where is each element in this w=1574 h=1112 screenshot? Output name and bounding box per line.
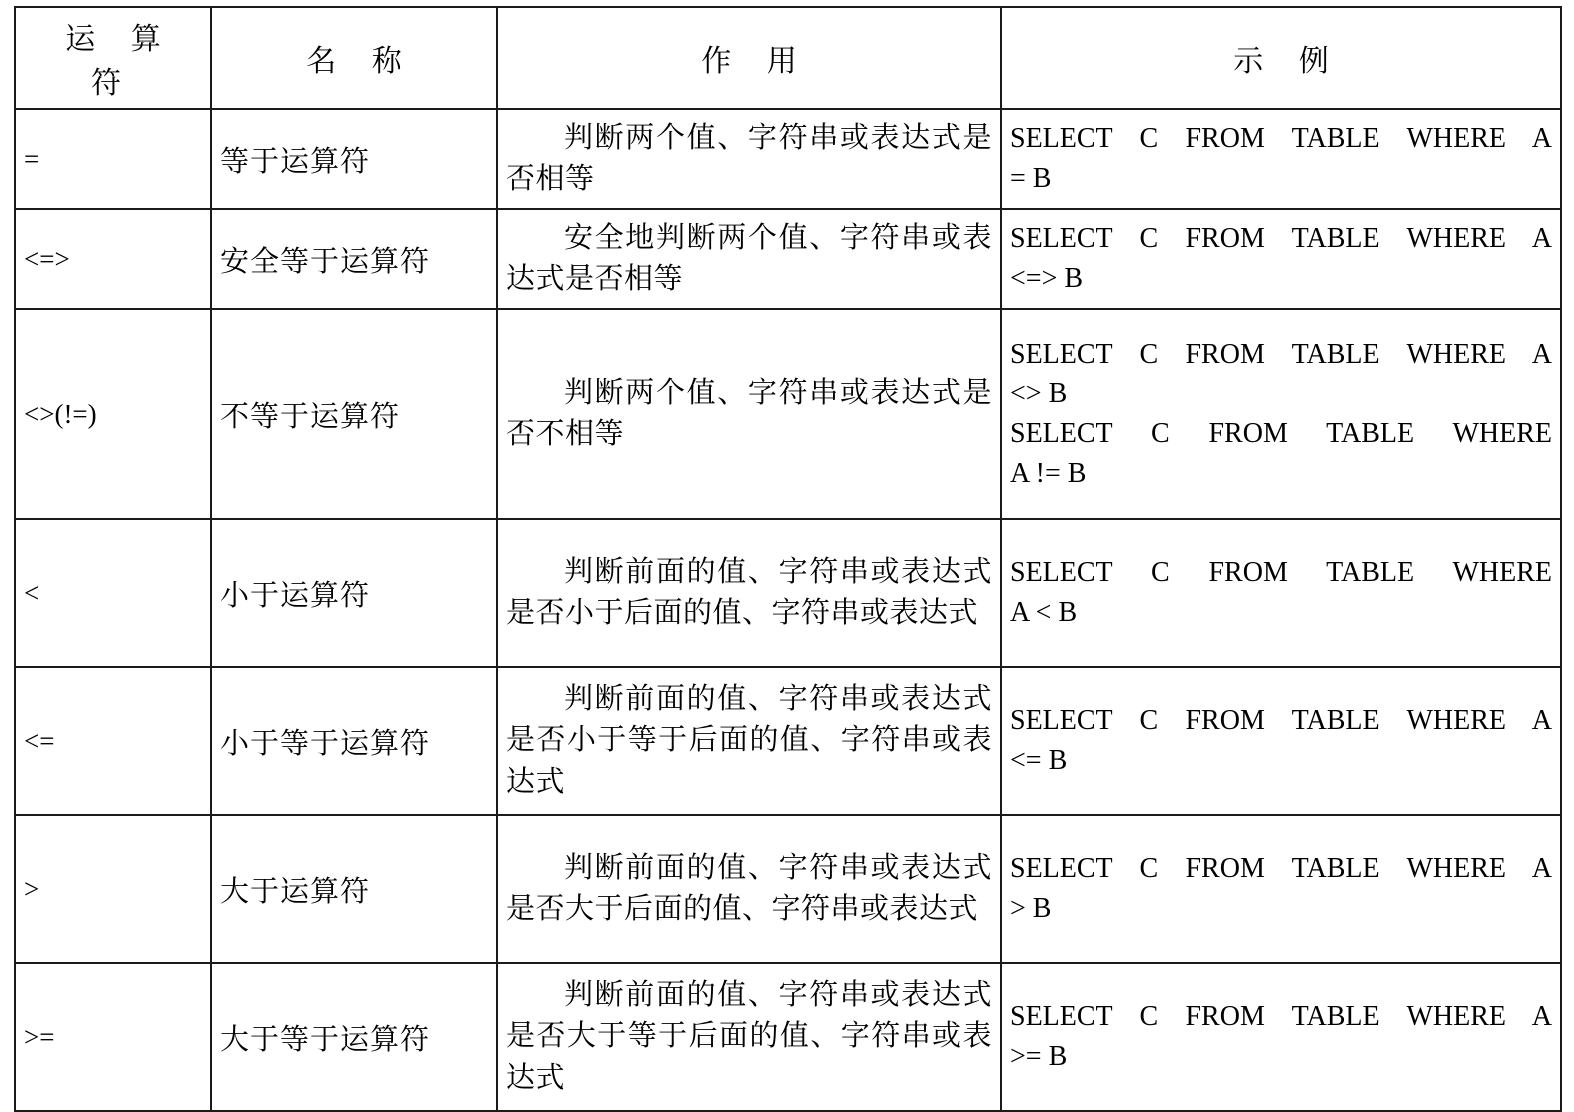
cell-name: 大于等于运算符 bbox=[211, 963, 497, 1111]
cell-example bbox=[1001, 667, 1561, 815]
cell-use: 判断前面的值、字符串或表达式是否大于后面的值、字符串或表达式 bbox=[497, 815, 1001, 963]
cell-name: 安全等于运算符 bbox=[211, 209, 497, 309]
example-line: SELECT C FROM TABLE WHERE bbox=[1010, 418, 1552, 449]
example-line: A != B bbox=[1010, 457, 1087, 489]
example-line: > B bbox=[1010, 893, 1052, 924]
example-line: SELECT C FROM TABLE WHERE A bbox=[1010, 853, 1552, 885]
example-line: SELECT C FROM TABLE WHERE bbox=[1010, 557, 1552, 589]
cell-operator: = bbox=[15, 109, 211, 209]
column-header-name: 名 称 bbox=[211, 7, 497, 109]
example-line: A < B bbox=[1010, 597, 1078, 628]
comparison-operators-table bbox=[14, 6, 1562, 1112]
cell-operator: >= bbox=[15, 963, 211, 1111]
cell-use: 判断两个值、字符串或表达式是否相等 bbox=[497, 109, 1001, 209]
cell-name: 小于等于运算符 bbox=[211, 667, 497, 815]
cell-name: 不等于运算符 bbox=[211, 309, 497, 519]
cell-example bbox=[1001, 963, 1561, 1111]
cell-operator: > bbox=[15, 815, 211, 963]
table-row bbox=[15, 963, 1561, 1111]
cell-use: 判断两个值、字符串或表达式是否不相等 bbox=[497, 309, 1001, 519]
example-line: SELECT C FROM TABLE WHERE A bbox=[1010, 223, 1552, 255]
example-line: <=> B bbox=[1010, 263, 1084, 294]
table-row bbox=[15, 109, 1561, 209]
example-line: SELECT C FROM TABLE WHERE A bbox=[1010, 123, 1552, 155]
example-line: SELECT C FROM TABLE WHERE A bbox=[1010, 705, 1552, 737]
example-line: <= B bbox=[1010, 745, 1068, 776]
table-body bbox=[15, 109, 1561, 1111]
cell-name: 小于运算符 bbox=[211, 519, 497, 667]
column-header-operator: 运 算 符 bbox=[15, 7, 211, 109]
cell-example bbox=[1001, 519, 1561, 667]
cell-name: 大于运算符 bbox=[211, 815, 497, 963]
cell-operator: < bbox=[15, 519, 211, 667]
table-header-row bbox=[15, 7, 1561, 109]
cell-use: 安全地判断两个值、字符串或表达式是否相等 bbox=[497, 209, 1001, 309]
table-row bbox=[15, 309, 1561, 519]
column-header-example: 示 例 bbox=[1001, 7, 1561, 109]
example-line: <> B bbox=[1010, 378, 1068, 410]
example-line: >= B bbox=[1010, 1041, 1068, 1072]
cell-example bbox=[1001, 109, 1561, 209]
cell-operator: <>(!=) bbox=[15, 309, 211, 519]
cell-example bbox=[1001, 209, 1561, 309]
table-row bbox=[15, 667, 1561, 815]
cell-use: 判断前面的值、字符串或表达式是否大于等于后面的值、字符串或表达式 bbox=[497, 963, 1001, 1111]
cell-example bbox=[1001, 309, 1561, 519]
table-row bbox=[15, 519, 1561, 667]
column-header-use: 作 用 bbox=[497, 7, 1001, 109]
example-line: SELECT C FROM TABLE WHERE A bbox=[1010, 338, 1552, 370]
example-line: SELECT C FROM TABLE WHERE A bbox=[1010, 1001, 1552, 1033]
table-row bbox=[15, 815, 1561, 963]
cell-use: 判断前面的值、字符串或表达式是否小于等于后面的值、字符串或表达式 bbox=[497, 667, 1001, 815]
cell-use: 判断前面的值、字符串或表达式是否小于后面的值、字符串或表达式 bbox=[497, 519, 1001, 667]
cell-operator: <=> bbox=[15, 209, 211, 309]
example-line: = B bbox=[1010, 163, 1052, 194]
table-row bbox=[15, 209, 1561, 309]
cell-name: 等于运算符 bbox=[211, 109, 497, 209]
cell-example bbox=[1001, 815, 1561, 963]
cell-operator: <= bbox=[15, 667, 211, 815]
